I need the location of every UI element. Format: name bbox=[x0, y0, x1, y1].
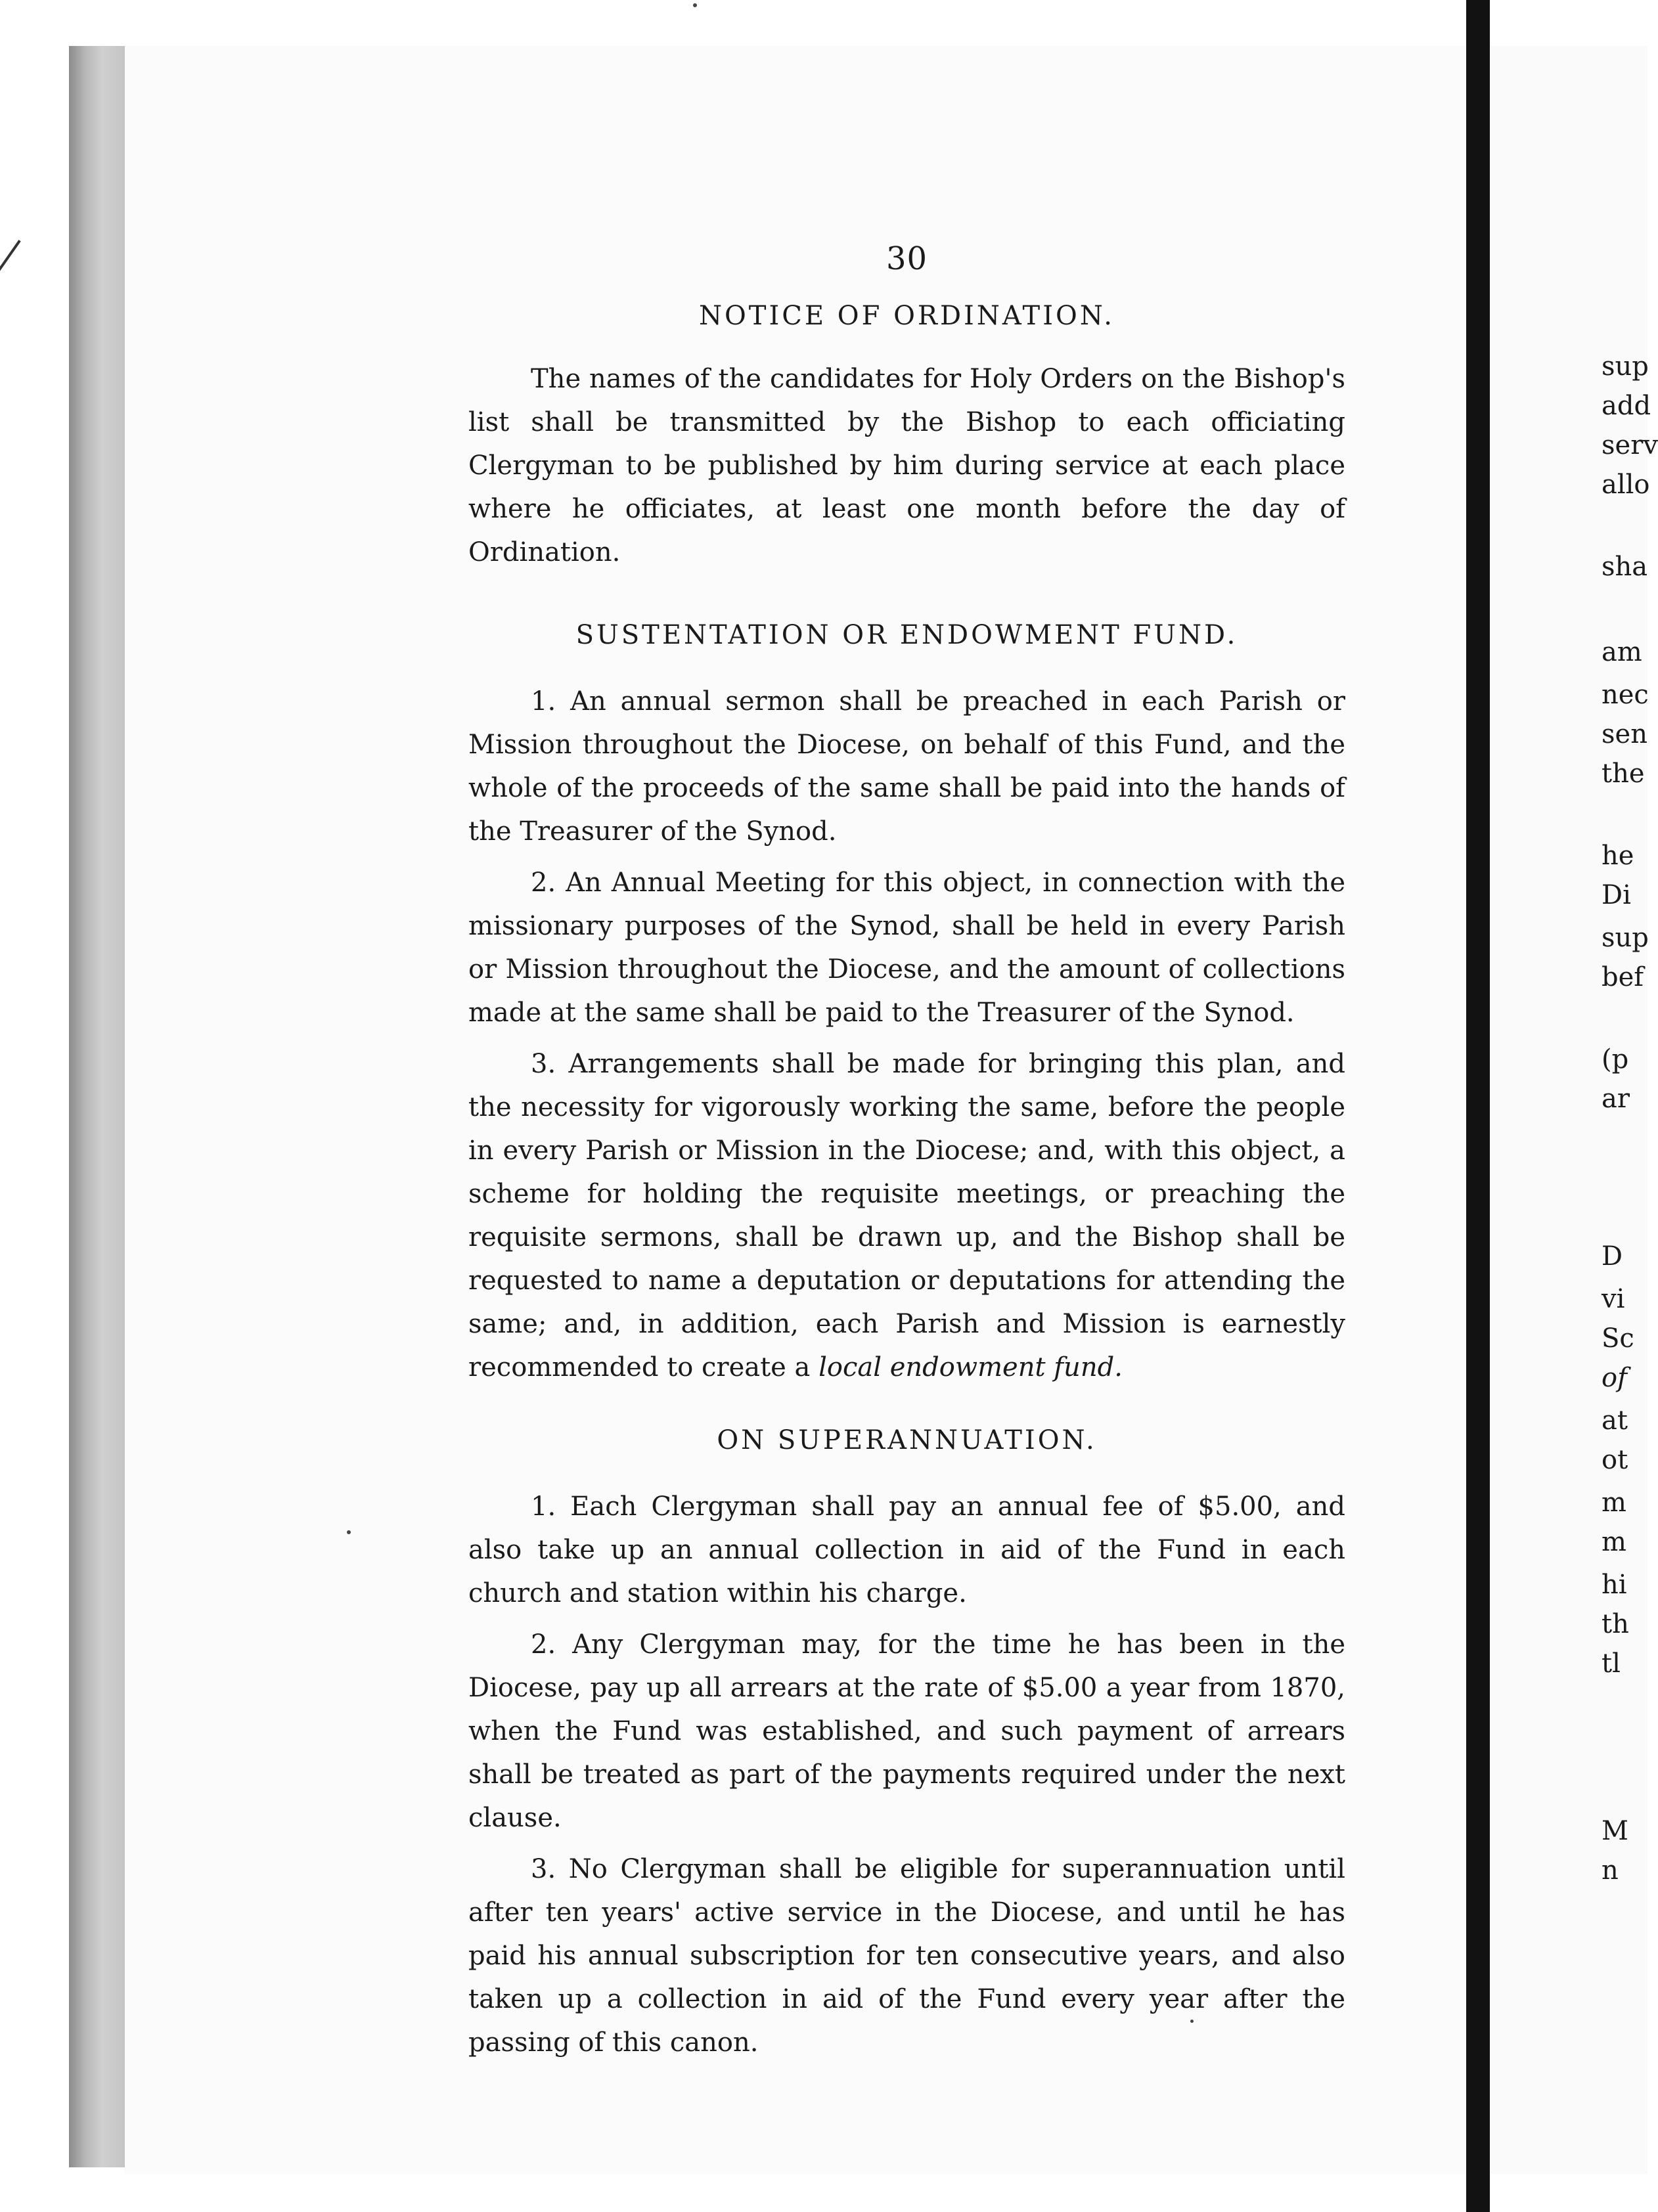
paragraph: 2. Any Clergyman may, for the time he has been in the Diocese, pay up all arrears at the rate of $5.00 a year from 1870, when the Fund was established, and such payment of arrears shall be treated as part of the payments required under the next clause. bbox=[468, 1629, 1345, 1833]
fragment: m bbox=[1602, 1527, 1626, 1557]
fragment: sen bbox=[1602, 719, 1647, 749]
fragment: bef bbox=[1602, 962, 1644, 992]
paragraph: 1. Each Clergyman shall pay an annual fee of $5.00, and also take up an annual collection in aid of the Fund in each church and station within his charge. bbox=[468, 1492, 1345, 1608]
fragment: of bbox=[1602, 1363, 1627, 1393]
paragraph: The names of the candidates for Holy Orders on the Bishop's list shall be transmitted by the Bishop to each officiating Clergyman to be published by him during service at each place where he officiates, at least one month before the day of Ordination. bbox=[468, 364, 1345, 567]
fragment: ot bbox=[1602, 1445, 1628, 1475]
fragment: sha bbox=[1602, 552, 1648, 582]
fragment: vi bbox=[1602, 1284, 1625, 1314]
paragraph: 3. No Clergyman shall be eligible for superannuation until after ten years' active service in the Diocese, and until he has paid his annual subscription for ten consecutive years, and also taken up a collection in aid of the Fund every year after the passing of this canon. bbox=[468, 1854, 1345, 2058]
fragment: nec bbox=[1602, 680, 1649, 710]
fragment: m bbox=[1602, 1488, 1626, 1518]
fragment: sup bbox=[1602, 351, 1649, 382]
paragraph: 1. An annual sermon shall be preached in each Parish or Mission throughout the Diocese, on behalf of this Fund, and the whole of the proceeds of the same shall be paid into the hands of the Treasurer of the Synod. bbox=[468, 686, 1345, 847]
paragraph bbox=[468, 1042, 1345, 1389]
fragment: D bbox=[1602, 1241, 1623, 1272]
fragment: allo bbox=[1602, 470, 1650, 500]
fragment: tl bbox=[1602, 1648, 1621, 1679]
heading-sustentation-fund: SUSTENTATION OR ENDOWMENT FUND. bbox=[575, 620, 1238, 650]
fragment: M bbox=[1602, 1816, 1628, 1846]
fragment: Sc bbox=[1602, 1323, 1634, 1354]
fragment: he bbox=[1602, 841, 1634, 871]
paragraph: 2. An Annual Meeting for this object, in connection with the missionary purposes of the Synod, shall be held in every Parish or Mission throughout the Diocese, and the amount of collections made at the same shall be paid to the Treasurer of the Synod. bbox=[468, 868, 1345, 1028]
heading-on-superannuation: ON SUPERANNUATION. bbox=[717, 1425, 1097, 1455]
fragment: at bbox=[1602, 1405, 1628, 1436]
book-gutter bbox=[1466, 0, 1490, 2212]
heading-notice-of-ordination: NOTICE OF ORDINATION. bbox=[699, 301, 1115, 331]
fragment: th bbox=[1602, 1609, 1629, 1639]
fragment: hi bbox=[1602, 1570, 1627, 1600]
fragment: sup bbox=[1602, 923, 1649, 953]
paragraph-text: 3. Arrangements shall be made for bringing this plan, and the necessity for vigorously working the same, before the people in every Parish or Mission in the Diocese; and, with this object, a scheme for holding the requisite meetings, or preaching the requisite sermons, shall be drawn up, and the Bishop shall be requested to name a deputation or deputations for attending the same; and, in addition, each Parish and Mission is earnestly recommended to create a bbox=[468, 1049, 1345, 1382]
fragment: ar bbox=[1602, 1084, 1630, 1114]
page-number: 30 bbox=[885, 240, 928, 277]
page-text bbox=[468, 240, 1345, 2064]
scan-speck bbox=[347, 1530, 351, 1534]
fragment: the bbox=[1602, 759, 1645, 789]
margin-mark bbox=[0, 240, 21, 279]
fragment: add bbox=[1602, 391, 1651, 421]
italic-phrase: local endowment fund. bbox=[818, 1352, 1123, 1382]
scan-speck bbox=[693, 3, 697, 7]
top-edge bbox=[0, 0, 1647, 5]
page-edge-strip bbox=[69, 46, 125, 2167]
fragment: (p bbox=[1602, 1044, 1629, 1074]
fragment: Di bbox=[1602, 880, 1631, 910]
fragment: am bbox=[1602, 637, 1642, 667]
fragment: serv bbox=[1602, 430, 1658, 460]
fragment: n bbox=[1602, 1855, 1619, 1886]
